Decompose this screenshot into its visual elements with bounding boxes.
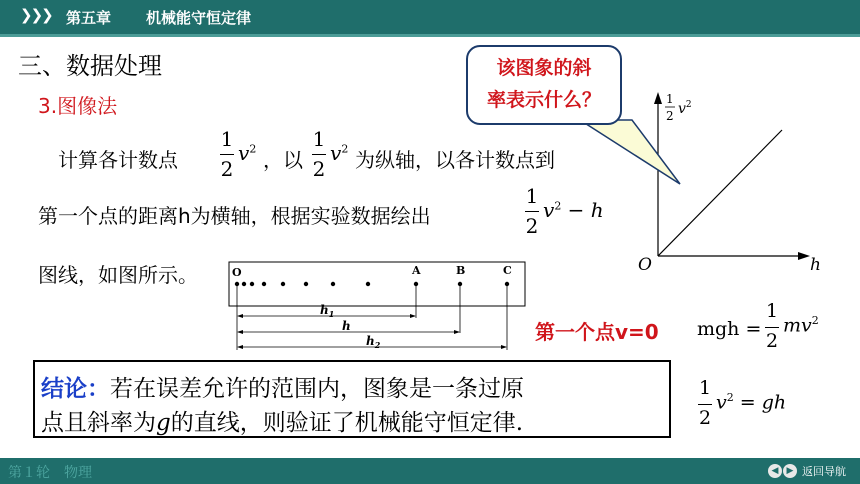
label-h1: $h_1$ [320,303,335,319]
tape-point-b: B [456,264,466,277]
conclusion-label: 结论： [41,375,110,402]
body-text-1a: 计算各计数点 [58,148,178,172]
conclusion-line-1: 结论：若在误差允许的范围内，图象是一条过原 [41,375,524,402]
section-heading: 三、数据处理 [18,52,162,80]
tape-diagram [228,258,528,358]
first-point-note: 第一个点v=0 [535,320,659,344]
graph-y-label: $v^2$ [678,100,692,117]
fraction-half-v2-b: 1 2 $v^2$ [312,127,349,181]
header-divider [0,34,860,37]
body-text-3: 图线，如图所示。 [38,263,198,287]
body-text-1b: ，以 [263,148,303,172]
conclusion-box [33,360,671,438]
tape-point-o: O [232,266,242,279]
label-h2: $h_2$ [366,334,381,350]
graph-x-label: h [810,255,821,275]
fraction-half-v2-h: 1 2 $v^2 - h$ [525,184,604,238]
graph-y-half-den: 2 [666,109,674,123]
footer-bar [0,458,860,484]
chapter-title: 机械能守恒定律 [146,9,252,27]
body-text-1c: 为纵轴，以各计数点到 [355,148,555,172]
tape-point-c: C [503,264,512,277]
prev-arrow-icon[interactable]: ◀ [768,464,782,478]
return-nav-button[interactable]: ◀ ▶ 返回导航 [768,463,846,479]
body-text-2a: 第一个点的距离h为横轴，根据实验数据绘出 [38,204,431,228]
callout-line-1: 该图象的斜 [496,57,592,79]
formula-mgh-right: 1 2 $mv^2$ [765,300,819,352]
next-arrow-icon[interactable]: ▶ [783,464,797,478]
header-bar [0,0,860,34]
graph-origin: O [638,255,652,275]
tape-point-a: A [412,264,421,277]
tape-dots [235,282,509,286]
fraction-half-v2-a: 1 2 $v^2$ [220,127,257,181]
label-h: h [342,319,351,333]
callout-line-2: 率表示什么？ [486,89,601,111]
conclusion-line-2: 点且斜率为g的直线，则验证了机械能守恒定律. [41,410,524,436]
graph-y-half-num: 1 [666,92,674,106]
method-heading: 3.图像法 [38,94,118,118]
formula-half-v2-gh: 1 2 $v^2$ = gh [698,377,787,429]
formula-mgh-left: mgh = [697,318,762,340]
chapter-label: 第五章 [66,9,112,27]
chevrons-icon: ❯❯❯ [20,6,52,24]
callout-bubble [466,45,622,125]
footer-course-label: 第１轮 物理 [8,465,92,481]
